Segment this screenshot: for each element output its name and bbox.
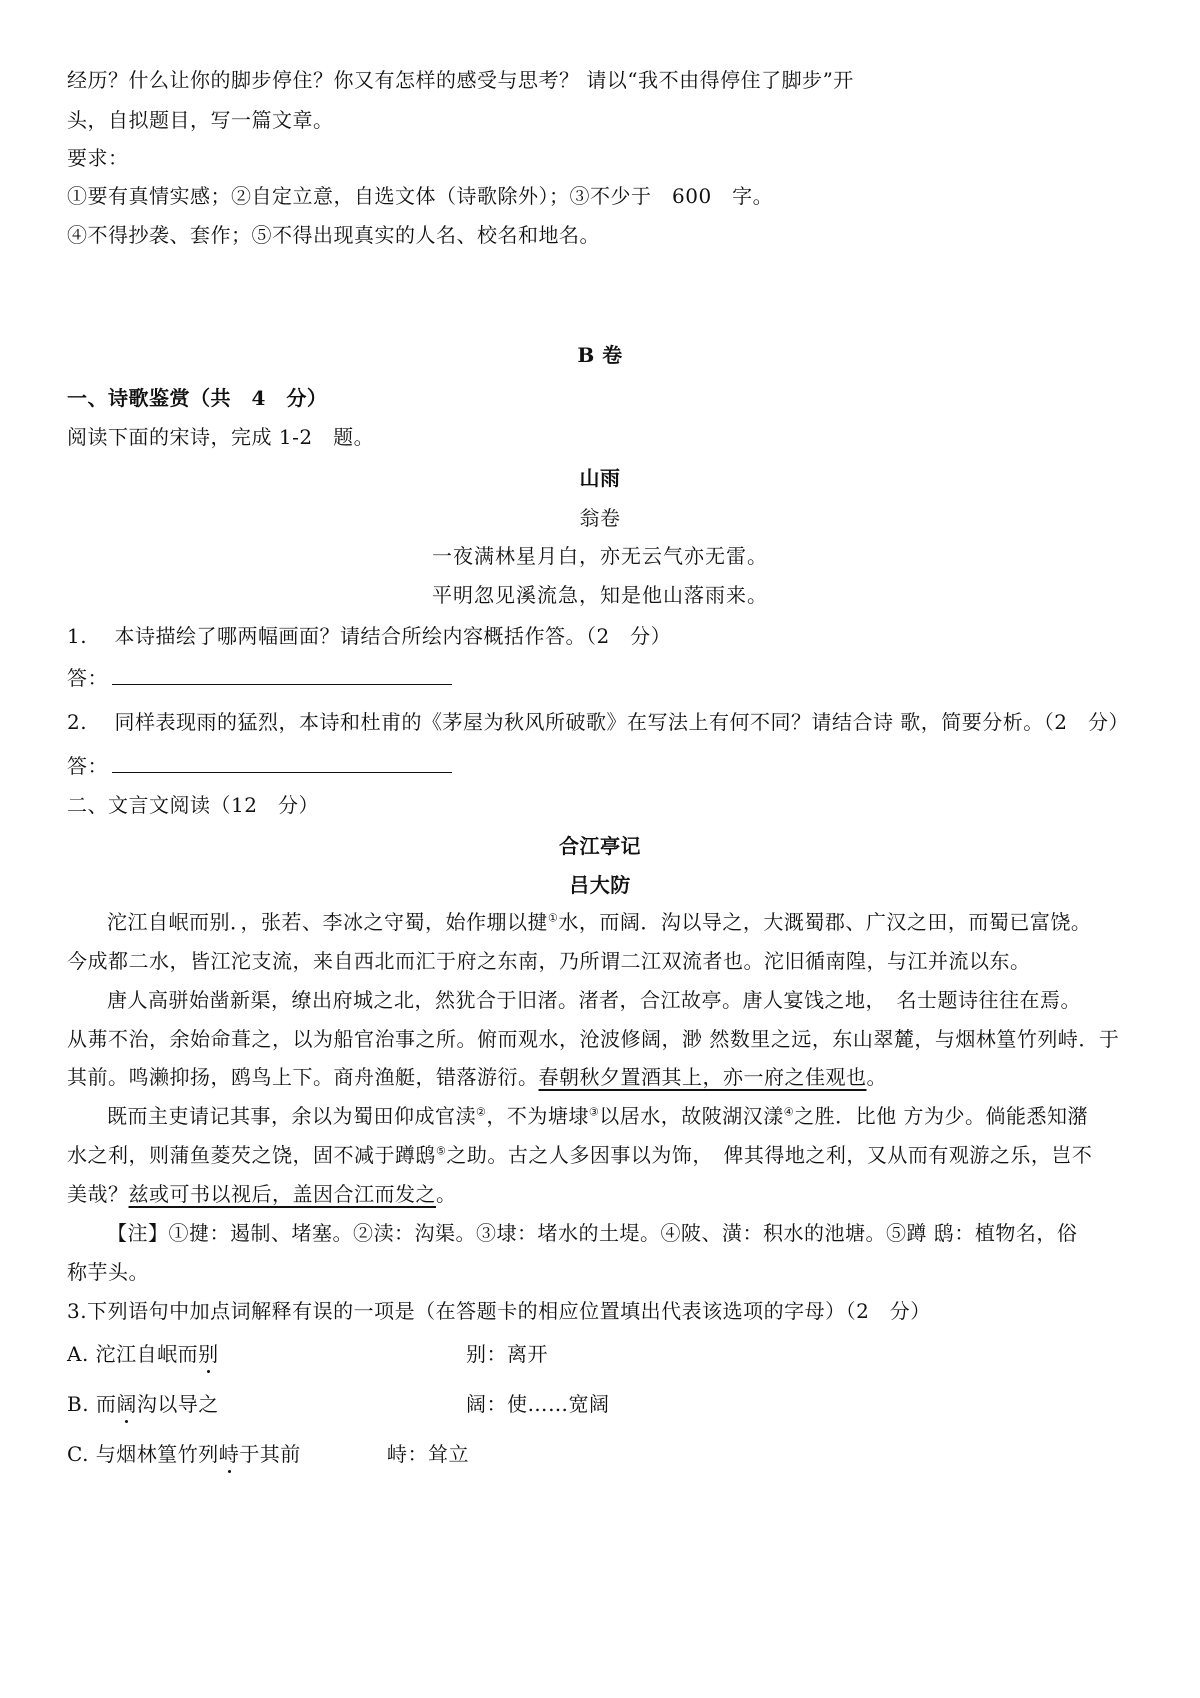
poem-line-2: 平明忽见溪流急，知是他山落雨来。 bbox=[432, 583, 768, 607]
question-2: 2. 同样表现雨的猛烈，本诗和杜甫的《茅屋为秋风所破歌》在写法上有何不同？请结合诗 歌，简要分析。（2 分） bbox=[67, 710, 1130, 734]
essay-author: 吕大防 bbox=[569, 873, 631, 897]
footnote-marker: ⑤ bbox=[436, 1144, 447, 1158]
essay-requirement-1: ①要有真情实感；②自定立意，自选文体（诗歌除外）；③不少于 600 字。 bbox=[67, 184, 774, 208]
poem-title: 山雨 bbox=[579, 466, 621, 490]
emphasis-dot-word: 别 bbox=[198, 1342, 219, 1366]
answer-line-1[interactable] bbox=[67, 664, 452, 691]
answer-blank[interactable] bbox=[112, 752, 452, 773]
underlined-sentence-2: 兹或可书以视后，盖因合江而发之 bbox=[128, 1182, 436, 1206]
emphasis-dot-word: 峙 bbox=[218, 1442, 240, 1466]
essay-prompt-line-1: 经历？什么让你的脚步停住？你又有怎样的感受与思考？ 请以“我不由得停住了脚步”开 bbox=[67, 68, 854, 92]
footnote-marker: ④ bbox=[783, 1105, 795, 1119]
paragraph-1-line-1: 沱江自岷而别．，张若、李冰之守蜀，始作堋以揵①水，而阔．沟以导之，大溉蜀郡、广汉之田，而蜀已富饶。 bbox=[107, 910, 1092, 934]
paragraph-3-line-2: 水之利，则蒲鱼菱芡之饶，固不减于蹲鸱⑤之助。古之人多因事以为饰， 俾其得地之利，又从而有观游之乐，岂不 bbox=[67, 1143, 1093, 1167]
underlined-sentence-1: 春朝秋夕置酒其上，亦一府之佳观也 bbox=[538, 1065, 867, 1089]
essay-requirement-2: ④不得抄袭、套作；⑤不得出现真实的人名、校名和地名。 bbox=[67, 223, 600, 247]
paragraph-3-line-3: 美哉？兹或可书以视后，盖因合江而发之。 bbox=[67, 1182, 457, 1206]
poetry-section-heading: 一、诗歌鉴赏（共 4 分） bbox=[67, 386, 328, 410]
option-b-explanation: 阔：使……宽阔 bbox=[466, 1392, 610, 1416]
emphasis-dot-word: 阔 bbox=[116, 1392, 137, 1416]
essay-requirements-title: 要求： bbox=[67, 146, 129, 170]
essay-prompt-line-2: 头，自拟题目，写一篇文章。 bbox=[67, 108, 334, 132]
answer-label: 答： bbox=[67, 754, 108, 778]
poem-author: 翁卷 bbox=[579, 506, 621, 530]
footnote-marker: ③ bbox=[588, 1105, 600, 1119]
poetry-instruction: 阅读下面的宋诗，完成 1-2 题。 bbox=[67, 425, 375, 449]
notes-line-1: 【注】①揵：遏制、堵塞。②渎：沟渠。③埭：堵水的土堤。④陂、潢：积水的池塘。⑤蹲 鸱：植物名，俗 bbox=[107, 1221, 1078, 1245]
paragraph-2-line-2: 从茀不治，余始命葺之，以为船官治事之所。俯而观水，沧波修阔，渺 然数里之远，东山翠麓，与烟林篁竹列峙．于 bbox=[67, 1027, 1120, 1051]
footnote-marker: ① bbox=[548, 911, 559, 925]
option-c[interactable]: C. 与烟林篁竹列峙于其前 bbox=[67, 1442, 301, 1466]
option-b[interactable]: B. 而阔沟以导之 bbox=[67, 1392, 219, 1416]
option-c-explanation: 峙：耸立 bbox=[387, 1442, 469, 1466]
poem-line-1: 一夜满林星月白，亦无云气亦无雷。 bbox=[432, 544, 768, 568]
answer-blank[interactable] bbox=[112, 664, 452, 685]
paragraph-3-line-1: 既而主吏请记其事，余以为蜀田仰成官渎②，不为塘埭③以居水，故陂湖汉漾④之胜．比他 方为少。倘能悉知潴 bbox=[107, 1104, 1088, 1128]
section-b-title: B 卷 bbox=[577, 343, 623, 367]
option-a[interactable]: A. 沱江自岷而别 bbox=[67, 1342, 219, 1366]
answer-label: 答： bbox=[67, 666, 108, 690]
paragraph-2-line-1: 唐人高骈始凿新渠，缭出府城之北，然犹合于旧渚。渚者，合江故亭。唐人宴饯之地， 名士题诗往往在焉。 bbox=[107, 988, 1081, 1012]
essay-title: 合江亭记 bbox=[559, 834, 641, 858]
answer-line-2[interactable] bbox=[67, 752, 452, 779]
notes-line-2: 称芋头。 bbox=[67, 1260, 149, 1284]
question-1: 1. 本诗描绘了哪两幅画面？请结合所绘内容概括作答。（2 分） bbox=[67, 624, 672, 648]
classical-section-heading: 二、文言文阅读（12 分） bbox=[67, 793, 319, 817]
paragraph-1-line-2: 今成都二水，皆江沱支流，来自西北而汇于府之东南，乃所谓二江双流者也。沱旧循南隍，与江并流以东。 bbox=[67, 949, 1031, 973]
paragraph-2-line-3: 其前。鸣濑抑扬，鸥鸟上下。商舟渔艇，错落游衍。春朝秋夕置酒其上，亦一府之佳观也。 bbox=[67, 1065, 887, 1089]
question-3: 3.下列语句中加点词解释有误的一项是（在答题卡的相应位置填出代表该选项的字母）（2 分） bbox=[67, 1299, 931, 1323]
footnote-marker: ② bbox=[476, 1105, 487, 1119]
option-a-explanation: 别：离开 bbox=[466, 1342, 548, 1366]
